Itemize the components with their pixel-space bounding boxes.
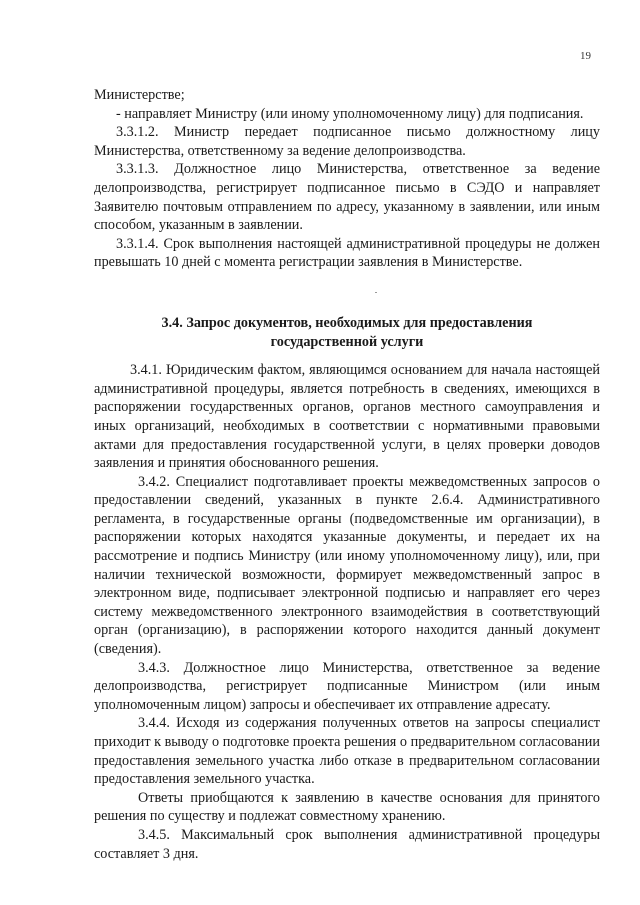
paragraph-3-4-4: 3.4.4. Исходя из содержания полученных ответов на запросы специалист приходит к выводу о подготовке проекта решения о предварительном согласовании предоставления земельного участка либо отказе в предварительном согласовании предоставления земельного участка. [94, 715, 600, 788]
paragraph-continuation: Министерстве; [94, 87, 185, 103]
paragraph-3-4-3: 3.4.3. Должностное лицо Министерства, ответственное за ведение делопроизводства, регистрирует подписанные Министром (или иным уполномоченным лицом) запросы и обеспечивает их отправление адресату. [94, 659, 600, 713]
paragraph-answers: Ответы приобщаются к заявлению в качестве основания для принятого решения по существу и подлежат совместному хранению. [94, 789, 600, 825]
section-heading [94, 314, 600, 351]
paragraph-3-4-5: 3.4.5. Максимальный срок выполнения административной процедуры составляет 3 дня. [94, 826, 600, 862]
paragraph-3-4-1: 3.4.1. Юридическим фактом, являющимся основанием для начала настоящей административной процедуры, является потребность в сведениях, имеющихся в распоряжении государственных органов, органов местного самоуправления и иных организаций, необходимых в соответствии с нормативными правовыми актами для предоставления государственной услуги, в целях проверки доводов заявления и принятия обоснованного решения. [94, 362, 600, 472]
paragraph-3-3-1-2: 3.3.1.2. Министр передает подписанное письмо должностному лицу Министерства, ответственному за ведение делопроизводства. [94, 124, 600, 159]
document-body [94, 86, 600, 863]
paragraph-3-3-1-3: 3.3.1.3. Должностное лицо Министерства, ответственное за ведение делопроизводства, регистрирует подписанное письмо в СЭДО и направляет Заявителю почтовым отправлением по адресу, указанному в заявлении, или иным способом, указанным в заявлении. [94, 161, 600, 234]
section-heading-line-2: государственной услуги [270, 333, 424, 350]
paragraph-3-3-1-4: 3.3.1.4. Срок выполнения настоящей административной процедуры не должен превышать 10 дней с момента регистрации заявления в Министерстве. [94, 235, 600, 271]
page-number: 19 [580, 50, 591, 62]
paragraph-list-item: - направляет Министру (или иному уполномоченному лицу) для подписания. [116, 105, 584, 122]
section-heading-line-1: 3.4. Запрос документов, необходимых для предоставления [161, 314, 533, 331]
paragraph-3-4-2: 3.4.2. Специалист подготавливает проекты межведомственных запросов о предоставлении сведений, указанных в пункте 2.6.4. Административного регламента, в государственные органы (подведомственные им организации), в распоряжении которых находятся указанные документы, и передает их на рассмотрение и подпись Министру (или иному уполномоченному лицу), или, при наличии технической возможности, формирует межведомственный запрос в электронном виде, подписывает электронной подписью и направляет его через систему межведомственного электронного взаимодействия в соответствующий орган (организацию), в распоряжении которого находится данный документ (сведения). [94, 473, 600, 658]
